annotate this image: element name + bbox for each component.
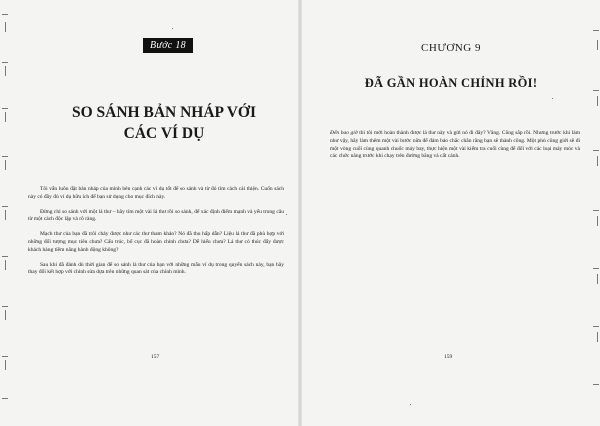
scan-edge-marks-left [0,0,8,426]
chapter-heading: CHƯƠNG 9 [421,42,481,54]
paragraph: Mạch thư của bạn đã trôi chảy được như các thư tham khảo? Nó đã thu hấp dẫn? Liệu lá thư đã phù hợp với những đối tượng mục tiêu chưa? Cấu trúc, bố cục đã hoàn chỉnh chưa? Dễ hiểu chưa? Lá thư có thúc đẩy được khách hàng tiềm năng hành động không? [28,231,284,253]
lead-italic: Đến bao giờ [330,130,358,136]
title-line-2: CÁC VÍ DỤ [123,125,205,142]
page-number: 157 [151,354,160,360]
step-badge: Bước 18 [143,38,193,53]
page-title [64,102,264,144]
chapter-title: ĐÃ GẦN HOÀN CHỈNH RỒI! [364,76,538,90]
paragraph: Sau khi đã đánh dù thời gian để so sánh lá thư của bạn với những mẫu ví dụ trong quyển sách này, bạn hãy thay đổi kết hợp với chỉnh sửa dựa trên những quan sát của chính mình. [28,261,284,276]
scan-edge-marks-right [592,0,600,426]
right-page [300,0,600,426]
title-line-1: SO SÁNH BẢN NHÁP VỚI [71,104,257,121]
page-number: 159 [444,354,453,360]
paragraph [330,130,580,161]
body-text: thì tôi mới hoàn thành được lá thư này và gửi nó đi đây? Vâng. Cũng sắp rồi. Nhưng trước khi làm như vậy, hãy làm thêm một vài bước nữa để đảm bảo chắc chắn rằng bạn sẽ thành công. Một phủ cũng giới sẽ đi một vòng cuối cùng quanh chuốc máy bay, thực hiện một vài kiểm tra cuối cùng để đối với các loại máy móc và các chức năng trước khi chạy trên đường băng và cất cánh. [330,130,580,160]
paragraph: Đừng chỉ so sánh với một lá thư – hãy tìm một vài lá thư rồi so sánh, để xác định điểm mạnh và yếu trong câu từ một cách độc lập và rõ ràng. [28,208,284,223]
right-body-text [330,130,580,161]
left-body-text [28,186,284,284]
paragraph: Tôi vẫn luôn đặt bản nháp của mình bên cạnh các ví dụ tốt để so sánh và từ đó tìm cách cải thiện. Cuốn sách này có đầy đủ ví dụ hữu ích để bạn sử dụng cho mục đích này. [28,186,284,200]
